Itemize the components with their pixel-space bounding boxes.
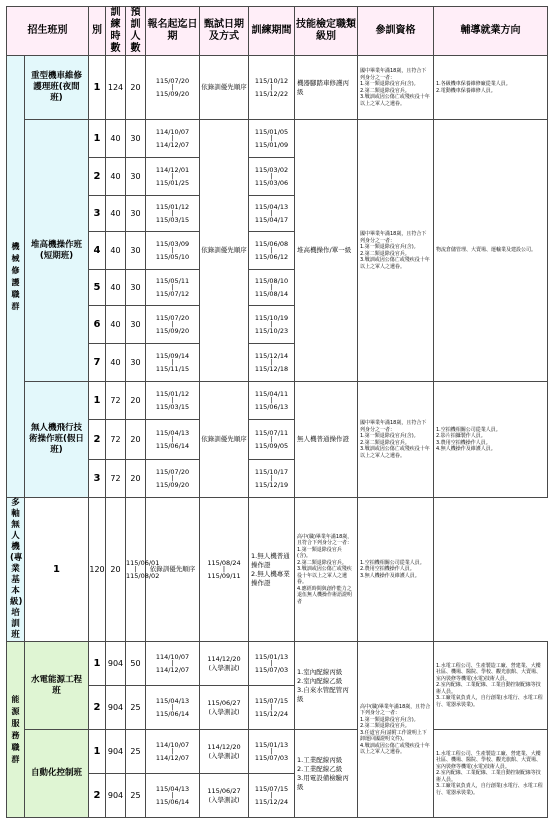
eligibility: 國中畢業年滿18歲，且符合下列身分之一者： 1.第一類退除役官兵(含)。 2.第二類退除役官兵。 3.戰訓或因公傷亡或殘疾役十年以上之軍人之遺眷。 — [358, 56, 434, 120]
training-period — [249, 306, 295, 344]
training-period — [249, 382, 295, 420]
career-direction: 1.空拍機相關公司從業人員。 2.影片拍攝製作人員。 3.農用空拍機操作人員。 4.無人機操作及維護人員。 — [434, 382, 548, 498]
signup-period-end: 115/06/14 — [155, 710, 190, 718]
career-direction: 1.各級機車保養維修廠從業人員。 2.電動機車保養維修人員。 — [434, 56, 548, 120]
class-name: 無人機飛行技術操作班(假日班) — [25, 382, 89, 498]
signup-period-start: 115/06/01 — [126, 559, 160, 567]
training-period — [249, 56, 295, 120]
header-job: 輔導就業方向 — [434, 7, 548, 56]
date-range-separator: | — [171, 435, 174, 443]
training-period-start: 115/08/24 — [207, 559, 241, 567]
signup-period-start: 115/04/13 — [155, 785, 190, 793]
date-range-separator: | — [171, 747, 174, 755]
training-period-start: 115/04/11 — [254, 390, 289, 398]
training-period-start: 115/07/11 — [254, 429, 289, 437]
session-number: 2 — [89, 158, 106, 196]
session-number: 2 — [89, 686, 106, 730]
session-number: 4 — [89, 232, 106, 270]
exam-date — [200, 642, 249, 686]
exam-method: 依錄訓優先順序 — [200, 56, 249, 120]
training-period-start: 115/07/15 — [254, 697, 289, 705]
signup-period-start: 115/01/12 — [155, 390, 190, 398]
training-period-end: 115/12/22 — [254, 90, 289, 98]
training-period-start: 115/10/19 — [254, 314, 289, 322]
quota: 30 — [126, 120, 146, 158]
eligibility: 高中(職)畢業年滿18歲，且符合下列身分之一者： 1.第一類退除役官兵(含)。 2.第二類退除役官兵。 3.戰訓或因公傷亡或殘疾役十年以上之軍人之遺眷。 4.應經時間與創作能力之退伍無人機操作術語證明者 — [295, 498, 358, 642]
date-range-separator: | — [270, 659, 273, 667]
quota: 20 — [126, 382, 146, 420]
session-number: 3 — [89, 460, 106, 498]
session-number: 1 — [89, 382, 106, 420]
training-hours: 40 — [106, 270, 126, 306]
quota: 30 — [126, 196, 146, 232]
training-period-start: 115/03/02 — [254, 166, 289, 174]
signup-period — [146, 642, 200, 686]
exam-date — [200, 686, 249, 730]
table-row — [7, 498, 548, 642]
training-hours: 124 — [106, 56, 126, 120]
department-label — [7, 642, 25, 818]
date-range-separator: | — [270, 209, 273, 217]
training-period — [249, 232, 295, 270]
signup-period-end: 115/08/02 — [126, 572, 160, 580]
quota: 25 — [126, 730, 146, 774]
date-range-separator: | — [270, 396, 273, 404]
signup-period-end: 115/06/14 — [155, 798, 190, 806]
training-hours: 120 — [89, 498, 106, 642]
signup-period-end: 114/12/07 — [155, 754, 190, 762]
department-name: 能源服務職群 — [11, 694, 20, 764]
signup-period-start: 115/04/13 — [155, 429, 190, 437]
skill-certification: 1.室內配線丙級 2.室內配線乙級 3.自來水管配管丙級 — [295, 642, 358, 730]
signup-period-start: 114/10/07 — [155, 653, 190, 661]
skill-certification: 1.無人機普通操作證 2.無人機專業操作證 — [249, 498, 295, 642]
date-range-separator: | — [270, 172, 273, 180]
career-direction: 1.水電工程公司、生產製造工廠、營建業、大樓社區、機場、醫院、學校、觀光旅館、大賣場、室內裝修等機電(水電)技術人員。 2.室內配線、工業配線、工業自動控制配線等技術人員。 3.工廠電氣負責人，自行創業(水電行、水電工程行、電器承裝業)。 — [434, 730, 548, 818]
header-row — [7, 7, 548, 56]
signup-period-start: 115/09/14 — [155, 352, 190, 360]
training-period — [249, 270, 295, 306]
exam-date-value: 115/06/27 — [207, 786, 241, 795]
signup-period-end: 115/03/15 — [155, 403, 190, 411]
date-range-separator: | — [270, 358, 273, 366]
header-exam: 甄試日期及方式 — [200, 7, 249, 56]
career-direction: 物流倉儲管理、大賣場、運輸業及建設公司。 — [434, 120, 548, 382]
class-name: 堆高機操作班(短期班) — [25, 120, 89, 382]
session-number: 6 — [89, 306, 106, 344]
date-range-separator: | — [270, 435, 273, 443]
date-range-separator: | — [270, 246, 273, 254]
session-number: 1 — [89, 730, 106, 774]
signup-period-start: 115/01/12 — [155, 203, 190, 211]
quota: 30 — [126, 232, 146, 270]
session-number: 7 — [89, 344, 106, 382]
signup-period — [146, 120, 200, 158]
date-range-separator: | — [171, 283, 174, 291]
session-number: 1 — [89, 120, 106, 158]
training-period — [249, 686, 295, 730]
exam-date — [200, 730, 249, 774]
training-hours: 904 — [106, 730, 126, 774]
training-hours: 40 — [106, 196, 126, 232]
training-period-start: 115/10/17 — [254, 468, 289, 476]
signup-period-end: 115/06/14 — [155, 442, 190, 450]
signup-period-end: 115/07/12 — [155, 290, 190, 298]
header-sessions: 別 — [89, 7, 106, 56]
signup-period-end: 114/12/07 — [155, 141, 190, 149]
training-period-end: 115/04/17 — [254, 216, 289, 224]
date-range-separator: | — [270, 283, 273, 291]
eligibility: 國中畢業年滿18歲，且符合下列身分之一者： 1.第一類退除役官兵(含)。 2.第二類退除役官兵。 3.戰訓或因公傷亡或殘疾役十年以上之軍人之遺眷。 — [358, 120, 434, 382]
training-period-end: 115/08/14 — [254, 290, 289, 298]
date-range-separator: | — [171, 703, 174, 711]
quota: 30 — [126, 270, 146, 306]
training-hours: 72 — [106, 382, 126, 420]
training-period-end: 115/06/12 — [254, 253, 289, 261]
training-period-end: 115/09/11 — [207, 572, 241, 580]
training-hours: 904 — [106, 686, 126, 730]
skill-certification: 無人機普通操作證 — [295, 382, 358, 498]
session-number: 1 — [89, 56, 106, 120]
training-hours: 904 — [106, 774, 126, 818]
quota: 25 — [126, 686, 146, 730]
date-range-separator: | — [270, 791, 273, 799]
signup-period-end: 115/03/15 — [155, 216, 190, 224]
signup-period — [146, 730, 200, 774]
exam-method: 依錄訓優先順序 — [146, 498, 200, 642]
signup-period — [146, 382, 200, 420]
training-hours: 40 — [106, 344, 126, 382]
training-hours: 72 — [106, 460, 126, 498]
date-range-separator: | — [171, 396, 174, 404]
header-quota: 預訓人數 — [126, 7, 146, 56]
exam-method: 依錄訓優先順序 — [200, 382, 249, 498]
training-period-end: 115/01/09 — [254, 141, 289, 149]
signup-period — [146, 420, 200, 460]
signup-period — [146, 460, 200, 498]
session-number: 3 — [89, 196, 106, 232]
training-period-end: 115/10/23 — [254, 327, 289, 335]
training-hours: 904 — [106, 642, 126, 686]
exam-mode: (入學測試) — [208, 707, 240, 716]
date-range-separator: | — [134, 565, 137, 573]
class-table — [6, 6, 548, 818]
signup-period-end: 115/09/20 — [155, 481, 190, 489]
class-name: 重型機車維修護理班(夜間班) — [25, 56, 89, 120]
training-period-start: 115/08/10 — [254, 277, 289, 285]
exam-date-value: 114/12/20 — [207, 742, 241, 751]
skill-certification: 機器腳踏車修護丙級 — [295, 56, 358, 120]
exam-date-value: 114/12/20 — [207, 654, 241, 663]
training-hours: 72 — [106, 420, 126, 460]
training-period-end: 115/03/06 — [254, 179, 289, 187]
signup-period-end: 114/12/07 — [155, 666, 190, 674]
training-period-end: 115/07/03 — [254, 666, 289, 674]
quota: 20 — [126, 460, 146, 498]
header-signup: 報名起迄日期 — [146, 7, 200, 56]
signup-period — [146, 306, 200, 344]
training-period — [249, 774, 295, 818]
training-period — [249, 196, 295, 232]
signup-period-end: 115/09/20 — [155, 90, 190, 98]
date-range-separator: | — [270, 134, 273, 142]
session-number: 5 — [89, 270, 106, 306]
date-range-separator: | — [171, 134, 174, 142]
exam-date — [200, 774, 249, 818]
department-name: 機械修護職群 — [11, 241, 20, 311]
header-train: 訓練期間 — [249, 7, 295, 56]
quota: 30 — [126, 344, 146, 382]
signup-period-start: 114/10/07 — [155, 128, 190, 136]
training-schedule — [6, 6, 547, 806]
date-range-separator: | — [171, 474, 174, 482]
header-skill: 技能檢定職類級別 — [295, 7, 358, 56]
skill-certification: 堆高機操作/單一級 — [295, 120, 358, 382]
quota: 20 — [106, 498, 126, 642]
signup-period-end: 115/05/10 — [155, 253, 190, 261]
training-period-end: 115/12/18 — [254, 365, 289, 373]
eligibility: 國中畢業年滿18歲，且符合下列身分之一者： 1.第一類退除役官兵(含)。 2.第二類退除役官兵。 3.戰訓或因公傷亡或殘疾役十年以上之軍人之遺眷。 — [358, 382, 434, 498]
session-number: 1 — [89, 642, 106, 686]
header-hours: 訓練時數 — [106, 7, 126, 56]
training-hours: 40 — [106, 120, 126, 158]
date-range-separator: | — [270, 83, 273, 91]
signup-period — [146, 196, 200, 232]
signup-period-start: 115/07/20 — [155, 468, 190, 476]
department-label — [7, 56, 25, 498]
signup-period — [126, 498, 160, 642]
signup-period-end: 115/11/15 — [155, 365, 190, 373]
exam-date-value: 115/06/27 — [207, 698, 241, 707]
signup-period — [146, 344, 200, 382]
training-period-start: 115/10/12 — [254, 77, 289, 85]
table-row — [7, 382, 548, 420]
exam-mode: (入學測試) — [208, 663, 240, 672]
signup-period-start: 115/07/20 — [155, 314, 190, 322]
header-qual: 參訓資格 — [358, 7, 434, 56]
signup-period — [146, 158, 200, 196]
career-direction: 1.空拍機相關公司從業人員。 2.農用空拍機操作人員。 3.無人機操作及維護人員。 — [358, 498, 434, 642]
signup-period — [146, 686, 200, 730]
date-range-separator: | — [270, 320, 273, 328]
signup-period-start: 114/10/07 — [155, 741, 190, 749]
table-row — [7, 56, 548, 120]
exam-mode: (入學測試) — [208, 795, 240, 804]
training-period-end: 115/09/05 — [254, 442, 289, 450]
signup-period — [146, 774, 200, 818]
skill-certification: 1.工業配線丙級 2.工業配線乙級 3.用電設備檢驗丙級 — [295, 730, 358, 818]
signup-period-start: 115/05/11 — [155, 277, 190, 285]
signup-period-start: 114/12/01 — [155, 166, 190, 174]
signup-period-start: 115/07/20 — [155, 77, 190, 85]
training-period — [249, 730, 295, 774]
quota: 30 — [126, 158, 146, 196]
date-range-separator: | — [171, 209, 174, 217]
quota: 20 — [126, 420, 146, 460]
signup-period-end: 115/09/20 — [155, 327, 190, 335]
training-period-start: 115/06/08 — [254, 240, 289, 248]
quota: 20 — [126, 56, 146, 120]
training-hours: 40 — [106, 158, 126, 196]
quota: 25 — [126, 774, 146, 818]
training-period — [249, 460, 295, 498]
date-range-separator: | — [171, 320, 174, 328]
table-body — [7, 56, 548, 818]
training-period-start: 115/01/05 — [254, 128, 289, 136]
header-dept: 招生班別 — [7, 7, 89, 56]
session-number: 2 — [89, 774, 106, 818]
table-row — [7, 120, 548, 158]
date-range-separator: | — [171, 246, 174, 254]
session-number: 1 — [25, 498, 89, 642]
class-name: 自動化控制班 — [25, 730, 89, 818]
table-row — [7, 642, 548, 686]
date-range-separator: | — [270, 703, 273, 711]
quota: 30 — [126, 306, 146, 344]
date-range-separator: | — [270, 747, 273, 755]
training-period-start: 115/12/14 — [254, 352, 289, 360]
signup-period — [146, 56, 200, 120]
training-period-end: 115/12/24 — [254, 798, 289, 806]
training-period-end: 115/12/24 — [254, 710, 289, 718]
class-name: 水電能源工程班 — [25, 642, 89, 730]
training-period — [249, 120, 295, 158]
date-range-separator: | — [171, 172, 174, 180]
date-range-separator: | — [171, 358, 174, 366]
table-row — [7, 730, 548, 774]
date-range-separator: | — [171, 791, 174, 799]
training-period-start: 115/01/13 — [254, 653, 289, 661]
date-range-separator: | — [270, 474, 273, 482]
signup-period-start: 115/03/09 — [155, 240, 190, 248]
quota: 50 — [126, 642, 146, 686]
exam-mode: (入學測試) — [208, 751, 240, 760]
date-range-separator: | — [171, 659, 174, 667]
training-period — [249, 344, 295, 382]
training-hours: 40 — [106, 306, 126, 344]
date-range-separator: | — [171, 83, 174, 91]
training-period-end: 115/12/19 — [254, 481, 289, 489]
training-period — [249, 642, 295, 686]
class-name: 多軸無人機(專業基本級)培訓班 — [7, 498, 25, 642]
signup-period-end: 115/01/25 — [155, 179, 190, 187]
training-period — [200, 498, 249, 642]
training-period-start: 115/01/13 — [254, 741, 289, 749]
eligibility: 高中(職)畢業年滿18歲，且符合下列身分之一者： 1.第一類退除役官兵(含)。 2.第二類退除役官兵。 3.任道官兵(請附工作證明上下卸運回國證明文件)。 4.戰訓或因公傷亡或殘疾役十年以上之軍人之遺眷。 — [358, 642, 434, 818]
signup-period — [146, 232, 200, 270]
exam-method: 依錄訓優先順序 — [200, 120, 249, 382]
training-period — [249, 420, 295, 460]
training-hours: 40 — [106, 232, 126, 270]
training-period-end: 115/06/13 — [254, 403, 289, 411]
training-period-end: 115/07/03 — [254, 754, 289, 762]
career-direction: 1.水電工程公司、生產製造工廠、營建業、大樓社區、機場、醫院、學校、觀光旅館、大賣場、室內裝修等機電(水電)技術人員。 2.室內配線、工業配線、工業自動控制配線等技術人員。 3.工廠電氣負責人，自行創業(水電行、水電工程行、電器承裝業)。 — [434, 642, 548, 730]
session-number: 2 — [89, 420, 106, 460]
date-range-separator: | — [222, 565, 226, 573]
training-period — [249, 158, 295, 196]
training-period-start: 115/07/15 — [254, 785, 289, 793]
signup-period — [146, 270, 200, 306]
signup-period-start: 115/04/13 — [155, 697, 190, 705]
training-period-start: 115/04/13 — [254, 203, 289, 211]
